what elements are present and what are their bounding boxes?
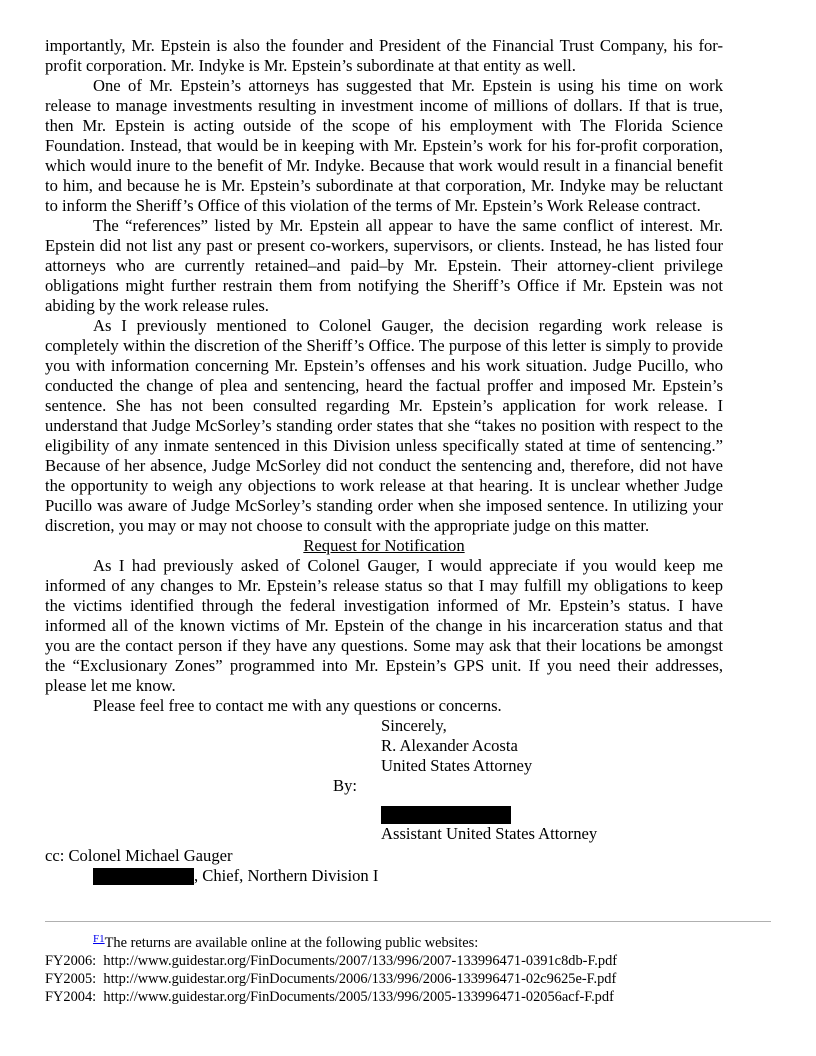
footnote-entry <box>45 988 785 1006</box>
footnote-marker-link[interactable]: F1 <box>93 933 105 945</box>
footnote-entry <box>45 970 785 988</box>
footnote-entry <box>45 952 785 970</box>
footnote-url: http://www.guidestar.org/FinDocuments/2005/133/996/2005-133996471-02056acf-F.pdf <box>103 989 614 1005</box>
paragraph-discretion: As I previously mentioned to Colonel Gauger, the decision regarding work release is completely within the discretion of the Sheriff’s Office. The purpose of this letter is simply to provide you with information concerning Mr. Epstein’s offenses and his work situation. Judge Pucillo, who conducted the change of plea and sentencing, heard the factual proffer and imposed Mr. Epstein’s sentence. She has not been consulted regarding Mr. Epstein’s application for work release. I understand that Judge McSorley’s standing order states that she “takes no position with respect to the eligibility of any inmate sentenced in this Division unless specifically stated at time of sentencing.” Because of her absence, Judge McSorley did not conduct the sentencing and, therefore, did not have the opportunity to weigh any objections to work release at that hearing. It is unclear whether Judge Pucillo was aware of Judge McSorley’s standing order when she imposed sentence. In utilizing your discretion, you may or may not choose to consult with the appropriate judge on this matter. <box>45 316 723 535</box>
letter-page <box>45 36 723 886</box>
cc-line: cc: Colonel Michael Gauger <box>45 846 233 865</box>
paragraph-references: The “references” listed by Mr. Epstein all appear to have the same conflict of interest. Mr. Epstein did not list any past or present co-workers, supervisors, or clients. Instead, he has listed four attorneys who are currently retained–and paid–by Mr. Epstein. Their attorney-client privilege obligations might further restrain them from notifying the Sheriff’s Office if Mr. Epstein was not abiding by the work release rules. <box>45 216 723 315</box>
section-heading <box>45 536 723 556</box>
footnotes <box>45 930 785 1006</box>
assistant-title: Assistant United States Attorney <box>381 824 598 843</box>
paragraph-attorneys-work-release: One of Mr. Epstein’s attorneys has suggested that Mr. Epstein is using his time on work release to manage investments resulting in investment income of millions of dollars. If that is true, then Mr. Epstein is acting outside of the scope of his employment with The Florida Science Foundation. Instead, that would be in keeping with Mr. Epstein’s work for his for-profit corporation, which would inure to the benefit of Mr. Indyke. Because that work would result in a financial benefit to him, and because he is Mr. Epstein’s subordinate at that corporation, Mr. Indyke may be reluctant to inform the Sheriff’s Office of this violation of the terms of Mr. Epstein’s Work Release contract. <box>45 76 723 215</box>
redaction-block-cc <box>93 868 194 885</box>
signature-closing: Sincerely, <box>381 716 447 735</box>
footnote-year: FY2004: <box>45 989 97 1005</box>
footnote-intro-text: The returns are available online at the following public websites: <box>104 935 479 951</box>
section-heading-text: Request for Notification <box>303 536 465 555</box>
footnote-year: FY2006: <box>45 953 97 969</box>
cc-line-2-text: , Chief, Northern Division I <box>194 866 379 885</box>
by-row <box>45 776 723 796</box>
signature-title: United States Attorney <box>381 756 533 775</box>
footnote-year: FY2005: <box>45 971 97 987</box>
cc-line-2 <box>93 866 723 886</box>
by-label: By: <box>333 776 357 795</box>
footnote-intro <box>45 930 785 952</box>
paragraph-notification: As I had previously asked of Colonel Gauger, I would appreciate if you would keep me informed of any changes to Mr. Epstein’s release status so that I may fulfill my obligations to keep the victims identified through the federal investigation informed of Mr. Epstein’s status. I have informed all of the known victims of Mr. Epstein of the change in his incarceration status and that you are the contact person if they have any questions. Some may ask that their locations be amongst the “Exclusionary Zones” programmed into Mr. Epstein’s GPS unit. If you need their addresses, please let me know. <box>45 556 723 695</box>
redaction-block-signer <box>381 806 511 824</box>
footnote-divider <box>45 921 771 922</box>
signature-name: R. Alexander Acosta <box>381 736 518 755</box>
footnote-url: http://www.guidestar.org/FinDocuments/2006/133/996/2006-133996471-02c9625e-F.pdf <box>103 971 617 987</box>
footnote-url: http://www.guidestar.org/FinDocuments/2007/133/996/2007-133996471-0391c8db-F.pdf <box>103 953 618 969</box>
paragraph-continued: importantly, Mr. Epstein is also the founder and President of the Financial Trust Company, his for-profit corporation. Mr. Indyke is Mr. Epstein’s subordinate at that entity as well. <box>45 36 723 75</box>
paragraph-closing: Please feel free to contact me with any questions or concerns. <box>93 696 502 715</box>
